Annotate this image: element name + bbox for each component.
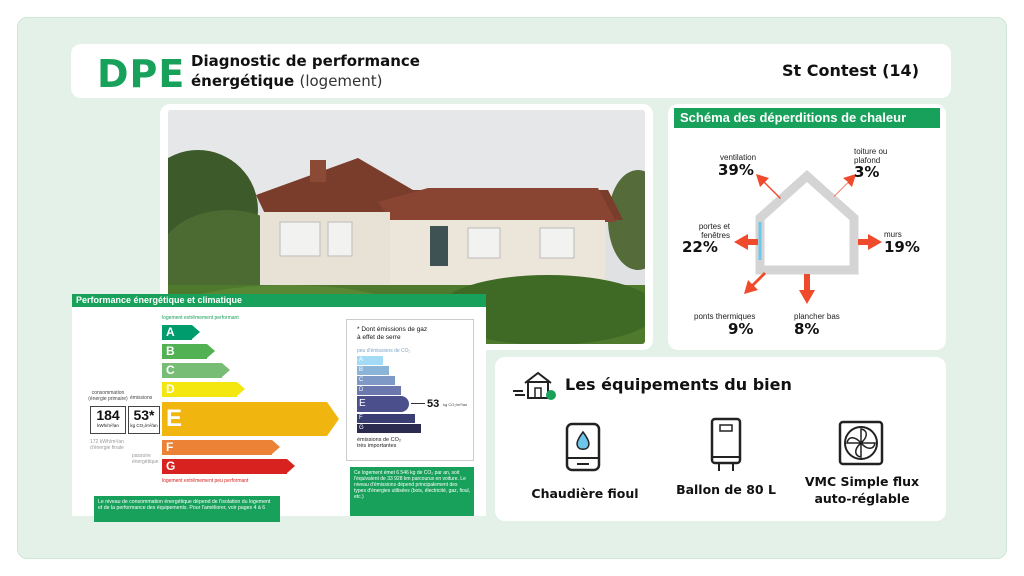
consumption-box <box>90 406 126 434</box>
loss-label-walls: murs <box>884 230 902 239</box>
equipment-label-boiler: Chaudière fioul <box>531 486 639 501</box>
ghg-top-note: peu d'émissions de CO₂ <box>357 348 411 354</box>
consumption-value: 184 <box>96 407 120 423</box>
fan-icon <box>838 420 884 466</box>
perf-bottom-note: logement extrêmement peu performant <box>162 478 249 484</box>
class-bar-d: D <box>162 382 237 397</box>
loss-value-walls: 19% <box>884 238 920 256</box>
loss-value-ventilation: 39% <box>718 161 754 179</box>
emissions-unit: kg CO₂/m²/an <box>130 423 158 428</box>
header-card <box>71 44 951 98</box>
final-energy-note: 172 kWh/m²/an d'énergie finale <box>90 439 124 451</box>
class-bar-b: B <box>162 344 207 359</box>
ghg-bar-b: B <box>357 366 389 375</box>
title-line-2 <box>191 71 420 91</box>
loss-value-doors: 22% <box>682 238 718 256</box>
title-bold-2: énergétique <box>191 72 295 90</box>
ghg-bar-d: D <box>357 386 401 395</box>
ghg-bar-f: F <box>357 414 415 423</box>
loss-label-thermal-bridges: ponts thermiques <box>694 312 756 321</box>
loss-value-roof: 3% <box>854 163 880 181</box>
ghg-bottom-note: émissions de CO₂ très importantes <box>357 437 402 449</box>
ghg-box <box>346 319 474 461</box>
loss-arrows <box>734 174 882 304</box>
performance-card <box>72 294 486 516</box>
class-bar-g: G <box>162 459 287 474</box>
water-heater-icon <box>708 417 744 473</box>
loss-value-floor: 8% <box>794 320 820 338</box>
heat-loss-card <box>668 104 946 350</box>
loss-value-thermal-bridges: 9% <box>728 320 754 338</box>
ghg-info-box: Ce logement émet 6 546 kg de CO₂ par an, soit l'équivalent de 33 928 km parcourus en voiture. Le niveau d'émissions dépend principalement des types d'énergies utilisées (bois, électricité, gaz, fioul, etc.) <box>350 467 474 516</box>
equipment-card <box>495 357 946 521</box>
boiler-icon <box>565 422 601 472</box>
equipment-label-water-heater: Ballon de 80 L <box>676 482 776 497</box>
loss-label-roof: toiture ou plafond <box>854 147 888 165</box>
ghg-note: * Dont émissions de gaz à effet de serre <box>357 326 428 341</box>
consumption-label: consommation (énergie primaire) <box>88 390 128 402</box>
ghg-bar-e-current: E <box>357 396 409 412</box>
class-bar-e-current: E <box>162 402 327 436</box>
performance-title: Performance énergétique et climatique <box>72 294 486 307</box>
class-bar-a: A <box>162 325 192 340</box>
consumption-unit: kWh/m²/an <box>97 423 119 428</box>
loss-label-floor: plancher bas <box>794 312 840 321</box>
emissions-label: émissions <box>130 395 153 401</box>
title-light: (logement) <box>299 72 383 90</box>
ghg-pointer <box>411 403 425 404</box>
perf-info-box: Le niveau de consommation énergétique dépend de l'isolation du logement et de la performance des équipements. Pour l'améliorer, voir pages 4 à 6 <box>94 496 280 522</box>
location: St Contest (14) <box>782 61 919 80</box>
passoire-note: passoire énergétique <box>132 453 159 465</box>
house-equipment-icon <box>511 369 559 401</box>
ghg-value: 53 <box>427 398 440 410</box>
title-line-1: Diagnostic de performance <box>191 52 420 70</box>
equipment-label-vmc: VMC Simple flux auto-réglable <box>804 474 920 506</box>
ghg-unit: kg CO₂/m²/an <box>443 402 468 407</box>
emissions-box <box>128 406 160 434</box>
equipment-title: Les équipements du bien <box>565 375 792 394</box>
page-title <box>191 51 420 91</box>
perf-top-note: logement extrêmement performant <box>162 315 239 321</box>
loss-label-doors: portes et fenêtres <box>698 222 730 240</box>
ghg-bar-g: G <box>357 424 421 433</box>
heat-loss-title: Schéma des déperditions de chaleur <box>674 108 940 128</box>
dpe-logo: DPE <box>97 52 186 96</box>
ghg-bar-c: C <box>357 376 395 385</box>
class-bar-c: C <box>162 363 222 378</box>
loss-label-ventilation: ventilation <box>720 153 757 162</box>
emissions-value: 53* <box>133 407 155 423</box>
ghg-bar-a: A <box>357 356 383 365</box>
class-bar-f: F <box>162 440 272 455</box>
